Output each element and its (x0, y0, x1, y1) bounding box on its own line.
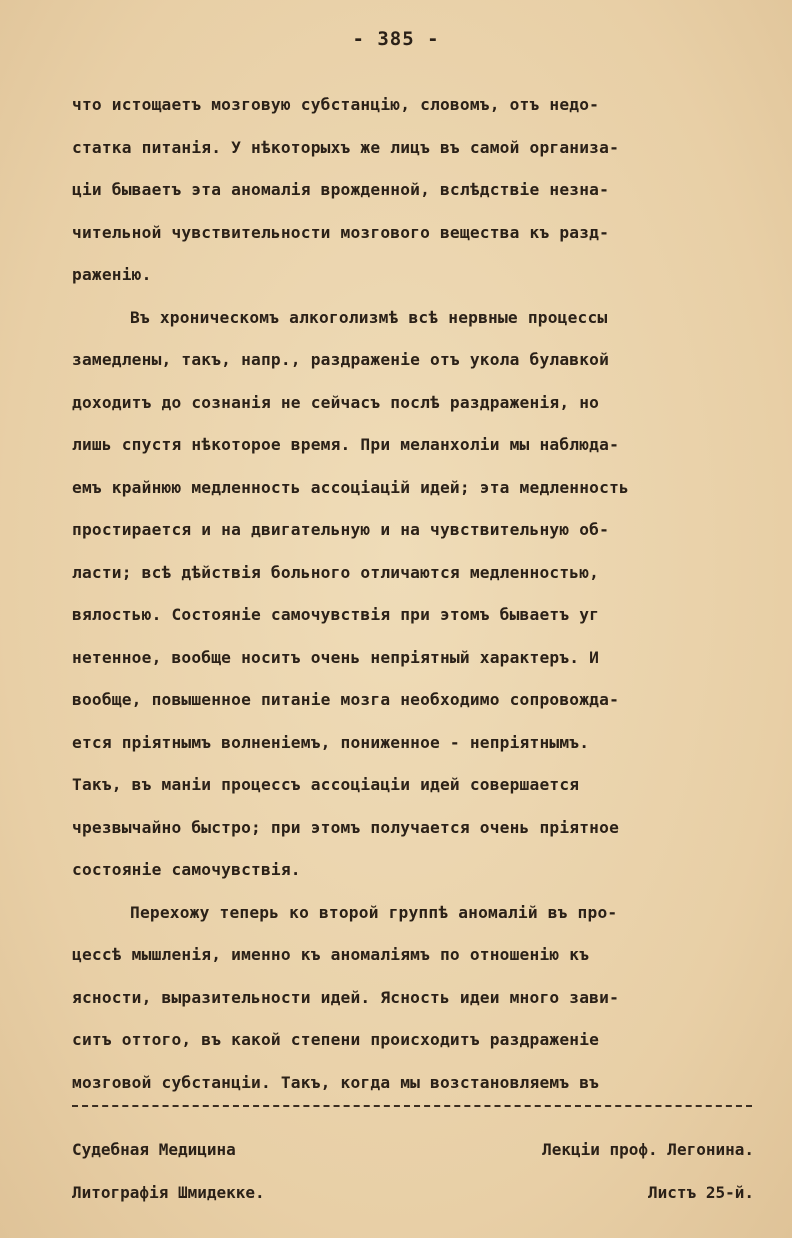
footer-sheet-number: Листъ 25-й. (648, 1183, 754, 1202)
footer-printer: Литографія Шмидекке. (72, 1183, 265, 1202)
text-line-23: ситъ оттого, въ какой степени происходитъ раздраженіе (72, 1030, 600, 1049)
text-line-16: ется пріятнымъ волненіемъ, пониженное - непріятнымъ. (72, 732, 590, 752)
text-line-5: раженію. (72, 265, 152, 284)
text-line-9: лишь спустя нѣкоторое время. При меланхоліи мы наблюда- (72, 435, 620, 454)
footer-row-2 (72, 1183, 754, 1202)
text-line-6: Въ хроническомъ алкоголизмѣ всѣ нервные процессы (130, 307, 608, 327)
footer-lectures: Лекціи проф. Легонина. (542, 1140, 754, 1159)
text-line-7: замедлены, такъ, напр., раздраженіе отъ укола булавкой (72, 350, 610, 369)
text-line-11: простирается и на двигательную и на чувствительную об- (72, 520, 610, 539)
text-line-17: Такъ, въ маніи процессъ ассоціаціи идей совершается (72, 775, 580, 794)
text-line-12: ласти; всѣ дѣйствія больного отличаются медленностью, (72, 562, 600, 582)
text-line-14: нетенное, вообще носитъ очень непріятный характеръ. И (72, 647, 600, 667)
text-line-1: что истощаетъ мозговую субстанцію, словомъ, отъ недо- (72, 95, 600, 114)
text-line-19: состояніе самочувствія. (72, 860, 301, 879)
text-line-13: вялостью. Состояніе самочувствія при этомъ бываетъ уг (72, 605, 600, 624)
text-line-18: чрезвычайно быстро; при этомъ получается очень пріятное (72, 817, 620, 837)
text-line-22: ясности, выразительности идей. Ясность идеи много зави- (72, 987, 620, 1007)
text-line-8: доходитъ до сознанія не сейчасъ послѣ раздраженія, но (72, 392, 600, 412)
text-line-3: ціи бываетъ эта аномалія врожденной, вслѣдствіе незна- (72, 180, 610, 199)
footer-divider (72, 1105, 752, 1107)
text-line-20: Перехожу теперь ко второй группѣ аномалій въ про- (130, 902, 618, 922)
text-line-24: мозговой субстанціи. Такъ, когда мы возстановляемъ въ (72, 1072, 600, 1092)
text-line-15: вообще, повышенное питаніе мозга необходимо сопровожда- (72, 690, 620, 709)
text-line-21: цессѣ мышленія, именно къ аномаліямъ по отношенію къ (72, 945, 590, 964)
text-line-10: емъ крайнюю медленность ассоціацій идей; эта медленность (72, 477, 629, 497)
body-text (72, 84, 762, 1104)
page-number: - 385 - (352, 28, 440, 50)
footer-subject: Судебная Медицина (72, 1140, 236, 1159)
text-line-2: статка питанія. У нѣкоторыхъ же лицъ въ самой организа- (72, 137, 620, 157)
footer-row-1 (72, 1140, 754, 1159)
text-line-4: чительной чувствительности мозгового вещества къ разд- (72, 222, 610, 242)
